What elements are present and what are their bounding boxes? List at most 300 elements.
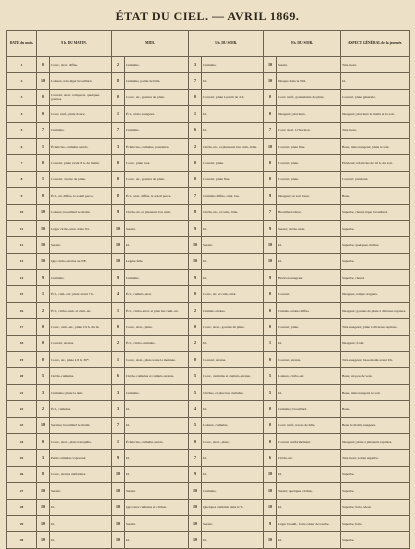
cloud-9h-morning: 10 [37, 220, 50, 236]
cloud-9h-morning: 10 [37, 237, 50, 253]
sky-noon: Id. [125, 401, 189, 417]
general-aspect: Superbe, chaud. [341, 270, 410, 286]
cloud-9h-evening: 9 [264, 515, 277, 531]
table-row [7, 155, 410, 171]
sky-noon: Cirrho-str. et plusieurs bas cum. [125, 204, 189, 220]
cloud-noon: 1 [112, 106, 125, 122]
sky-3h-evening: Laiteux, cumulus. [202, 417, 264, 433]
sky-3h-evening: Serein. [202, 237, 264, 253]
cloud-noon: 2 [112, 57, 125, 73]
table-row [7, 253, 410, 269]
table-row [7, 532, 410, 548]
cloud-9h-evening: 9 [264, 220, 277, 236]
cloud-noon: 9 [112, 270, 125, 286]
cloud-9h-evening: 10 [264, 253, 277, 269]
cloud-9h-evening: 10 [264, 237, 277, 253]
general-aspect: Superbe; quelques cirrhus. [341, 237, 410, 253]
cloud-3h-evening: 1 [189, 106, 202, 122]
cloud-9h-morning: 0 [37, 335, 50, 351]
cloud-9h-evening: 10 [264, 466, 277, 482]
general-aspect: Nuageux, temps orageux. [341, 286, 410, 302]
cloud-9h-evening: 0 [264, 302, 277, 318]
date-cell: 24 [7, 433, 37, 449]
general-aspect: Superbe, chaud, léger brouillard. [341, 204, 410, 220]
header-3h-evening: 3 h. DU SOIR. [189, 31, 264, 57]
cloud-9h-evening: 0 [264, 171, 277, 187]
sky-9h-evening: Couvert, pluie. [277, 319, 341, 335]
general-aspect: Beau. [341, 188, 410, 204]
sky-noon: Éclaircies, cumulus, poussière. [125, 138, 189, 154]
cloud-9h-morning: 0 [37, 155, 50, 171]
date-cell: 29 [7, 515, 37, 531]
cloud-9h-morning: 0 [37, 57, 50, 73]
cloud-noon: 6 [112, 368, 125, 384]
date-cell: 25 [7, 450, 37, 466]
table-row [7, 171, 410, 187]
sky-noon: Couv., str., gouttes de pluie. [125, 171, 189, 187]
cloud-9h-morning: 1 [37, 138, 50, 154]
table-row [7, 433, 410, 449]
general-aspect: Nuageux; froid. [341, 335, 410, 351]
sky-noon: Id. [125, 417, 189, 433]
sky-3h-evening: Id. [202, 335, 264, 351]
sky-9h-evening: Serein. [277, 57, 341, 73]
cloud-9h-evening: 6 [264, 450, 277, 466]
cloud-9h-morning: 2 [37, 401, 50, 417]
sky-noon: Écl., strat. diffus, le soleil perce. [125, 188, 189, 204]
cloud-noon: 8 [112, 188, 125, 204]
general-aspect: Superbe. [341, 532, 410, 548]
sky-3h-evening: Couv., cumulus et cumulo-stratus. [202, 368, 264, 384]
cloud-3h-evening: 0 [189, 155, 202, 171]
sky-3h-evening: Id. [202, 253, 264, 269]
cloud-noon: 0 [112, 155, 125, 171]
sky-noon: Cumulus. [125, 122, 189, 138]
cloud-noon: 2 [112, 335, 125, 351]
sky-9h-morning: Sereine; brouillard le matin. [50, 417, 112, 433]
sky-9h-morning: Cirrho-cumulus. [50, 368, 112, 384]
sky-9h-evening: Brouillard élevé. [277, 204, 341, 220]
cloud-noon: 7 [112, 122, 125, 138]
cloud-3h-evening: 10 [189, 515, 202, 531]
cloud-9h-morning: 1 [37, 171, 50, 187]
table-row [7, 204, 410, 220]
sky-9h-morning: Cumulus. [50, 270, 112, 286]
table-row [7, 89, 410, 105]
sky-noon: Id. [125, 450, 189, 466]
date-cell: 6 [7, 138, 37, 154]
cloud-9h-morning: 7 [37, 122, 50, 138]
table-row [7, 106, 410, 122]
cloud-3h-evening: 10 [189, 499, 202, 515]
table-row [7, 368, 410, 384]
table-row [7, 122, 410, 138]
sky-9h-morning: Écl., str. diffus, le soleil perce. [50, 188, 112, 204]
cloud-3h-evening: 10 [189, 532, 202, 548]
header-9h-evening: 9 h. DU SOIR. [264, 31, 341, 57]
table-row [7, 302, 410, 318]
cloud-9h-morning: 10 [37, 499, 50, 515]
cloud-9h-evening: 1 [264, 335, 277, 351]
header-general-aspect: ASPECT GÉNÉRAL de la journée. [341, 31, 410, 57]
sky-3h-evening: Quelques cumulus dans le S. [202, 499, 264, 515]
cloud-noon: 3 [112, 138, 125, 154]
general-aspect: Superbe. [341, 220, 410, 236]
sky-noon: Cumulus. [125, 384, 189, 400]
table-row [7, 466, 410, 482]
cloud-noon: 10 [112, 499, 125, 515]
cloud-3h-evening: 5 [189, 417, 202, 433]
sky-9h-morning: Couvert, stratus. [50, 335, 112, 351]
cloud-noon: 1 [112, 433, 125, 449]
general-aspect: Très-beau. [341, 57, 410, 73]
date-cell: 30 [7, 532, 37, 548]
cloud-3h-evening: 0 [189, 319, 202, 335]
general-aspect: Beau; un peu de vent. [341, 368, 410, 384]
cloud-9h-morning: 5 [37, 368, 50, 384]
sky-9h-morning: Id. [50, 515, 112, 531]
sky-9h-morning: Écl., cirrho-cum. et cum.-str. [50, 302, 112, 318]
table-row [7, 450, 410, 466]
page-title: ÉTAT DU CIEL. — AVRIL 1869. [115, 9, 300, 23]
weather-table [6, 30, 410, 549]
general-aspect: Beau, mais nuageux le soir. [341, 384, 410, 400]
date-cell: 14 [7, 270, 37, 286]
sky-3h-evening: Cumulus. [202, 483, 264, 499]
sky-9h-evening: Horizon nuageux. [277, 270, 341, 286]
table-row [7, 499, 410, 515]
sky-3h-evening: Cirrho-str., et plusieurs bas cum., hâle. [202, 138, 264, 154]
sky-noon: Écl., cirrho-cumulus. [125, 335, 189, 351]
sky-9h-evening: Id. [277, 335, 341, 351]
cloud-9h-morning: 0 [37, 89, 50, 105]
sky-9h-morning: Laiteux, brouillard le matin. [50, 204, 112, 220]
sky-9h-morning: Id. [50, 532, 112, 548]
sky-9h-morning: Qqs cirrho-stratus au NE. [50, 253, 112, 269]
date-cell: 20 [7, 368, 37, 384]
sky-9h-morning: Serein. [50, 237, 112, 253]
cloud-noon: 10 [112, 515, 125, 531]
sky-9h-evening: Cumulo-stratus diffus. [277, 302, 341, 318]
cloud-9h-morning: 9 [37, 270, 50, 286]
sky-9h-morning: Couv., stratus uniformes. [50, 466, 112, 482]
date-cell: 19 [7, 352, 37, 368]
date-cell: 17 [7, 319, 37, 335]
cloud-9h-evening: 10 [264, 499, 277, 515]
date-cell: 9 [7, 188, 37, 204]
date-cell: 27 [7, 483, 37, 499]
sky-9h-morning: Couv. unif., pluie douce. [50, 106, 112, 122]
cloud-noon: 7 [112, 417, 125, 433]
date-cell: 26 [7, 466, 37, 482]
cloud-9h-morning: 10 [37, 532, 50, 548]
cloud-9h-morning: 10 [37, 417, 50, 433]
cloud-3h-evening: 7 [189, 450, 202, 466]
sky-noon: Serein. [125, 515, 189, 531]
cloud-noon: 10 [112, 237, 125, 253]
sky-3h-evening: Couvert, pluie. [202, 155, 264, 171]
sky-3h-evening: Cumulus diffus, strat. bas. [202, 188, 264, 204]
sky-9h-evening: Id. [277, 384, 341, 400]
cloud-3h-evening: 5 [189, 384, 202, 400]
sky-9h-evening: Couvert, pluie. [277, 155, 341, 171]
sky-noon: Cirrho-cumulus et cumulo-stratus. [125, 368, 189, 384]
cloud-9h-morning: 8 [37, 466, 50, 482]
sky-3h-evening: Id. [202, 401, 264, 417]
sky-9h-morning: Couv., cum.-str., pluie à 9 h. du m. [50, 319, 112, 335]
cloud-3h-evening: 2 [189, 138, 202, 154]
sky-noon: Éclaircies, cumulus serrés. [125, 433, 189, 449]
general-aspect: Couvert; pluvieux. [341, 171, 410, 187]
table-row [7, 73, 410, 89]
sky-noon: Couv., pluie rare. [125, 155, 189, 171]
cloud-9h-evening: 5 [264, 384, 277, 400]
sky-9h-evening: Cirrho-str. [277, 450, 341, 466]
date-cell: 15 [7, 286, 37, 302]
sky-3h-evening: Id. [202, 532, 264, 548]
sky-9h-evening: Nuages dans le NO. [277, 73, 341, 89]
cloud-3h-evening: 7 [189, 73, 202, 89]
cloud-noon: 0 [112, 89, 125, 105]
cloud-9h-evening: 7 [264, 204, 277, 220]
cloud-9h-evening: 0 [264, 89, 277, 105]
cloud-9h-morning: 10 [37, 483, 50, 499]
cloud-9h-morning: 0 [37, 319, 50, 335]
cloud-9h-evening: 10 [264, 532, 277, 548]
sky-noon: Serein. [125, 220, 189, 236]
sky-3h-evening: Couv., strat., pluie. [202, 433, 264, 449]
table-row [7, 286, 410, 302]
sky-9h-evening: Laiteux, cirrho-str. [277, 368, 341, 384]
cloud-9h-evening: 0 [264, 417, 277, 433]
cloud-9h-morning: 10 [37, 253, 50, 269]
cloud-3h-evening: 3 [189, 57, 202, 73]
table-row [7, 220, 410, 236]
table-row [7, 401, 410, 417]
sky-noon: Serein. [125, 483, 189, 499]
cloud-3h-evening: 2 [189, 302, 202, 318]
sky-9h-morning: Éclaircies, cumulus serrés. [50, 138, 112, 154]
table-row [7, 483, 410, 499]
cloud-9h-evening: 0 [264, 319, 277, 335]
cloud-9h-evening: 9 [264, 270, 277, 286]
sky-noon: Couv., str., gouttes de pluie. [125, 89, 189, 105]
date-cell: 8 [7, 171, 37, 187]
sky-9h-evening: Id. [277, 499, 341, 515]
date-cell: 2 [7, 73, 37, 89]
cloud-9h-morning: 2 [37, 302, 50, 318]
cloud-3h-evening: 2 [189, 335, 202, 351]
date-cell: 12 [7, 237, 37, 253]
cloud-9h-evening: 7 [264, 122, 277, 138]
general-aspect: Beau. [341, 401, 410, 417]
date-cell: 4 [7, 106, 37, 122]
cloud-3h-evening: 9 [189, 466, 202, 482]
cloud-noon: 0 [112, 319, 125, 335]
cloud-9h-morning: 3 [37, 384, 50, 400]
cloud-3h-evening: 9 [189, 220, 202, 236]
cloud-9h-evening: 0 [264, 433, 277, 449]
general-aspect: Nuageux; gouttes de pluie à diverses reprises. [341, 302, 410, 318]
date-cell: 10 [7, 204, 37, 220]
cloud-9h-evening: 0 [264, 401, 277, 417]
sky-3h-evening: Cumulo-stratus. [202, 302, 264, 318]
date-cell: 28 [7, 499, 37, 515]
table-row [7, 270, 410, 286]
sky-noon: Écl., cumulo-strat. [125, 286, 189, 302]
date-cell: 23 [7, 417, 37, 433]
cloud-noon: 1 [112, 302, 125, 318]
cloud-3h-evening: 0 [189, 286, 202, 302]
cloud-3h-evening: 6 [189, 122, 202, 138]
sky-9h-evening: Couv. strat. à l'horizon. [277, 122, 341, 138]
sky-9h-evening: Couvert. [277, 286, 341, 302]
sky-noon: Écl., cirrho-strat. et plus bas cum.-str. [125, 302, 189, 318]
date-cell: 1 [7, 57, 37, 73]
cloud-9h-evening: 0 [264, 352, 277, 368]
header-noon: MIDI. [112, 31, 189, 57]
sky-3h-evening: Cirrho-str., et cum., hâle. [202, 204, 264, 220]
table-row [7, 335, 410, 351]
cloud-3h-evening: 8 [189, 204, 202, 220]
table-row [7, 237, 410, 253]
sky-3h-evening: Id. [202, 220, 264, 236]
cloud-noon: 10 [112, 483, 125, 499]
sky-9h-evening: Id. [277, 532, 341, 548]
cloud-3h-evening: 0 [189, 89, 202, 105]
date-cell: 16 [7, 302, 37, 318]
general-aspect: Superbe. [341, 466, 410, 482]
table-row [7, 138, 410, 154]
cloud-3h-evening: 0 [189, 433, 202, 449]
sky-9h-evening: Id. [277, 466, 341, 482]
cloud-noon: 8 [112, 73, 125, 89]
cloud-noon: 10 [112, 220, 125, 236]
sky-9h-evening: Couvert uniformément. [277, 433, 341, 449]
table-row [7, 352, 410, 368]
sky-9h-evening: Nuageux; pluvieux. [277, 106, 341, 122]
cloud-9h-morning: 3 [37, 450, 50, 466]
sky-9h-evening: Serein; quelques cirrhus. [277, 483, 341, 499]
sky-9h-morning: Léger cirrho-strat. dans l'O. [50, 220, 112, 236]
cloud-3h-evening: 10 [189, 483, 202, 499]
general-aspect: Beau le matin; nuageux. [341, 417, 410, 433]
cloud-noon: 10 [112, 466, 125, 482]
sky-9h-evening: Id. [277, 253, 341, 269]
sky-noon: Qqs rares cumulus et cirrhus. [125, 499, 189, 515]
table-row [7, 384, 410, 400]
date-cell: 22 [7, 401, 37, 417]
general-aspect: Très-nuageux; beau matin avant 9 h. [341, 352, 410, 368]
header-9h-morning: 9 h. DU MATIN. [37, 31, 112, 57]
sky-3h-evening: Cumulus. [202, 57, 264, 73]
cloud-noon: 9 [112, 204, 125, 220]
sky-noon: Écl., strato-nuageux. [125, 106, 189, 122]
sky-9h-evening: Cumulus; brouillard. [277, 401, 341, 417]
sky-9h-morning: Écl., cum.-str.; pluie avant 7 h. [50, 286, 112, 302]
sky-3h-evening: Couvert, stratus. [202, 352, 264, 368]
table-row [7, 417, 410, 433]
sky-9h-morning: Petits cumulus vaporeux. [50, 450, 112, 466]
cloud-3h-evening: 10 [189, 253, 202, 269]
cloud-3h-evening: 0 [189, 171, 202, 187]
header-date: DATE du mois. [7, 31, 37, 57]
sky-noon: Id. [125, 532, 189, 548]
sky-9h-evening: Couv. unif., gouttelettes de pluie. [277, 89, 341, 105]
sky-9h-morning: Couv., strat. diffus. [50, 57, 112, 73]
date-cell: 3 [7, 89, 37, 105]
cloud-9h-evening: 0 [264, 106, 277, 122]
sky-3h-evening: Id. [202, 106, 264, 122]
general-aspect: Superbe. [341, 483, 410, 499]
sky-3h-evening: Serein. [202, 515, 264, 531]
date-cell: 5 [7, 122, 37, 138]
sky-3h-evening: Id. [202, 450, 264, 466]
date-cell: 18 [7, 335, 37, 351]
cloud-9h-evening: 0 [264, 155, 277, 171]
sky-noon: Id. [125, 237, 189, 253]
cloud-9h-evening: 9 [264, 188, 277, 204]
sky-9h-morning: Cumulus; pluie la nuit. [50, 384, 112, 400]
sky-3h-evening: Id. [202, 466, 264, 482]
general-aspect: Très-beau; soirée superbe. [341, 450, 410, 466]
table-row [7, 57, 410, 73]
sky-noon: Légère hâle. [125, 253, 189, 269]
sky-9h-morning: Cumulus. [50, 122, 112, 138]
cloud-9h-evening: 10 [264, 138, 277, 154]
table-row [7, 515, 410, 531]
date-cell: 7 [7, 155, 37, 171]
sky-noon: Cumulus. [125, 57, 189, 73]
cloud-3h-evening: 9 [189, 270, 202, 286]
sky-3h-evening: Cirrhus, et plus bas cumulus. [202, 384, 264, 400]
sky-9h-evening: Id. [277, 237, 341, 253]
cloud-9h-evening: 10 [264, 483, 277, 499]
cloud-9h-morning: 10 [37, 515, 50, 531]
cloud-9h-morning: 10 [37, 73, 50, 89]
sky-9h-morning: Couvert, strat. compacte, quelques gouttes. [50, 89, 112, 105]
sky-noon: Cumulus. [125, 270, 189, 286]
cloud-9h-morning: 0 [37, 433, 50, 449]
sky-9h-evening: Léger brouill., forte odeur de tourbe. [277, 515, 341, 531]
sky-3h-evening: Couv., strat., gouttes de pluie. [202, 319, 264, 335]
sky-9h-evening: Couv. unif., traces de hâle. [277, 417, 341, 433]
cloud-9h-evening: 0 [264, 286, 277, 302]
cloud-9h-evening: 10 [264, 57, 277, 73]
cloud-3h-evening: 0 [189, 352, 202, 368]
sky-9h-morning: Couvert, pluie avant 8 h. du matin. [50, 155, 112, 171]
sky-9h-evening: Nuageux; le soir beau. [277, 188, 341, 204]
general-aspect: Très-nuageux; pluie à diverses reprises. [341, 319, 410, 335]
sky-9h-evening: Serein; cirrho-strat. [277, 220, 341, 236]
general-aspect: Id. [341, 73, 410, 89]
date-cell: 21 [7, 384, 37, 400]
general-aspect: Très-beau. [341, 122, 410, 138]
sky-3h-evening: Couvert, pluie à partir de 4 h. [202, 89, 264, 105]
general-aspect: Nuageux; pluie à plusieurs reprises. [341, 433, 410, 449]
sky-9h-evening: Couvert, pluie fine. [277, 138, 341, 154]
date-cell: 13 [7, 253, 37, 269]
general-aspect: Superbe; forte odeur. [341, 499, 410, 515]
cloud-noon: 4 [112, 286, 125, 302]
table-row [7, 188, 410, 204]
general-aspect: Pluvieux; éclaircies de 10 h. du soir. [341, 155, 410, 171]
cloud-9h-evening: 10 [264, 73, 277, 89]
sky-9h-morning: Serein. [50, 483, 112, 499]
general-aspect: Couvert, pluie générale. [341, 89, 410, 105]
cloud-9h-morning: 10 [37, 204, 50, 220]
cloud-noon: 10 [112, 532, 125, 548]
